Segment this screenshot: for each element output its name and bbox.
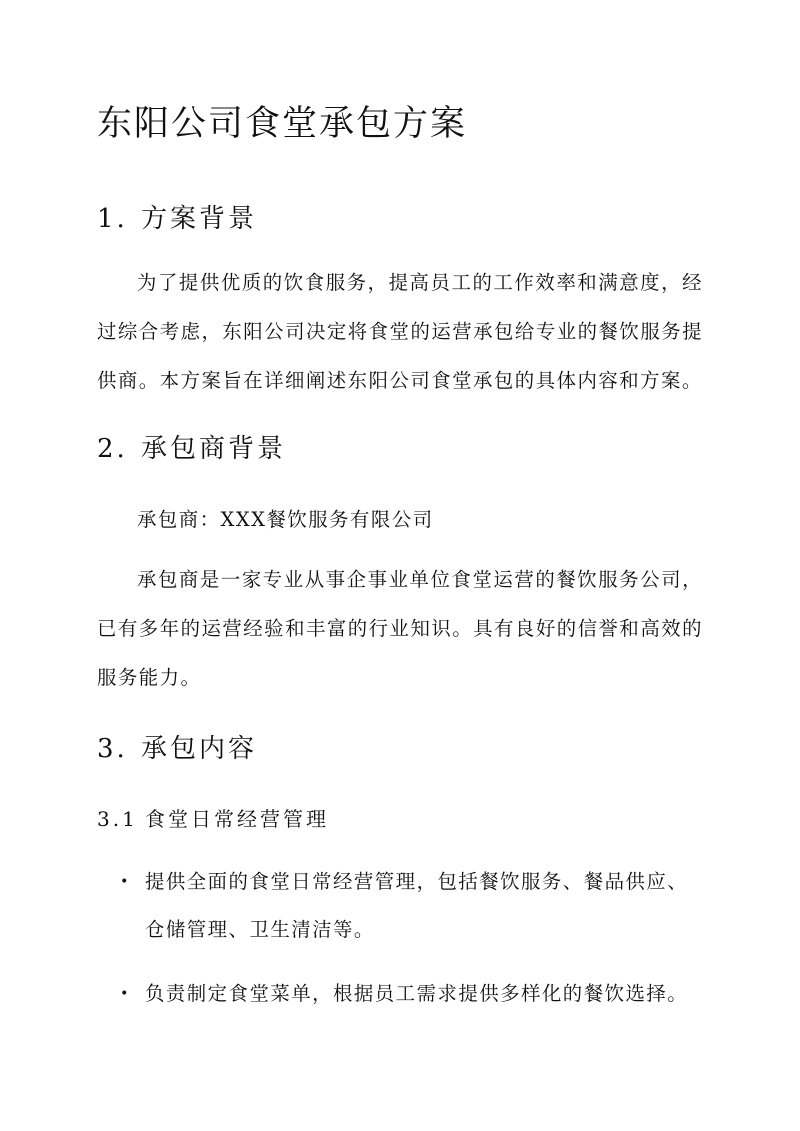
section-3-number: 3.: [97, 734, 128, 764]
bullet-icon: •: [120, 874, 130, 890]
subsection-3-1-title: 食堂日常经营管理: [145, 807, 329, 831]
section-1-heading: [97, 198, 257, 235]
section-3-heading: [97, 728, 257, 765]
list-item-text: 负责制定食堂菜单，根据员工需求提供多样化的餐饮选择。: [145, 982, 689, 1005]
bullet-icon: •: [120, 986, 130, 1002]
list-item: [115, 970, 705, 1018]
subsection-3-1-number: 3.1: [97, 807, 138, 831]
section-2-number: 2.: [97, 434, 128, 464]
section-3-title: 承包内容: [141, 734, 258, 764]
section-2-title: 承包商背景: [141, 434, 287, 464]
section-1-number: 1.: [97, 204, 128, 234]
section-1-title: 方案背景: [141, 204, 258, 234]
document-title: 东阳公司食堂承包方案: [97, 104, 468, 144]
contractor-name-line: 承包商：XXX餐饮服务有限公司: [137, 508, 434, 531]
section-2-heading: [97, 428, 286, 465]
section-2-paragraph: 承包商是一家专业从事企事业单位食堂运营的餐饮服务公司，已有多年的运营经验和丰富的行业知识。具有良好的信誉和高效的服务能力。: [97, 568, 703, 689]
list-item-text: 提供全面的食堂日常经营管理，包括餐饮服务、餐品供应、仓储管理、卫生清洁等。: [145, 870, 689, 941]
section-1-paragraph: 为了提供优质的饮食服务，提高员工的工作效率和满意度，经过综合考虑，东阳公司决定将食堂的运营承包给专业的餐饮服务提供商。本方案旨在详细阐述东阳公司食堂承包的具体内容和方案。: [97, 271, 703, 392]
list-item: [115, 858, 705, 954]
subsection-3-1-heading: [97, 803, 329, 832]
